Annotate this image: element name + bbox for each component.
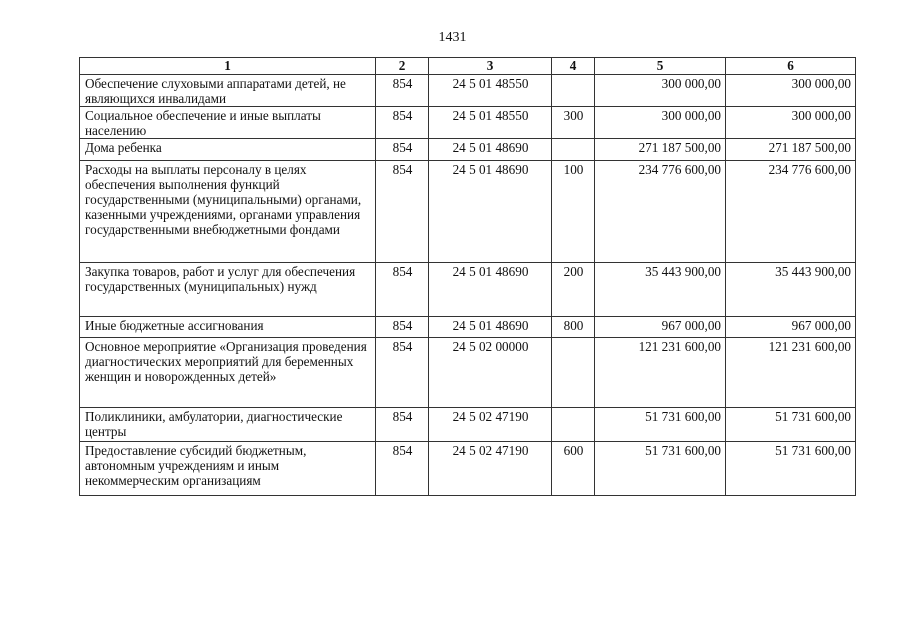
table-row xyxy=(80,107,856,139)
column-header: 4 xyxy=(552,58,595,75)
cell-col6: 271 187 500,00 xyxy=(726,139,856,161)
cell-col6: 967 000,00 xyxy=(726,317,856,338)
cell-col4 xyxy=(552,338,595,408)
cell-col3: 24 5 01 48690 xyxy=(429,317,552,338)
column-header: 1 xyxy=(80,58,376,75)
cell-col5: 300 000,00 xyxy=(595,75,726,107)
row-name-cell: Предоставление субсидий бюджетным, автономным учреждениям и иным некоммерческим организациям xyxy=(80,442,376,496)
column-header: 2 xyxy=(376,58,429,75)
table-row xyxy=(80,317,856,338)
table-row xyxy=(80,263,856,317)
table-row xyxy=(80,161,856,263)
cell-col6: 51 731 600,00 xyxy=(726,408,856,442)
cell-col4: 200 xyxy=(552,263,595,317)
table-row xyxy=(80,75,856,107)
row-name-cell: Закупка товаров, работ и услуг для обеспечения государственных (муниципальных) нужд xyxy=(80,263,376,317)
cell-col3: 24 5 01 48550 xyxy=(429,107,552,139)
table-row xyxy=(80,139,856,161)
table-header-row xyxy=(80,58,856,75)
cell-col4 xyxy=(552,75,595,107)
cell-col4: 600 xyxy=(552,442,595,496)
page-number: 1431 xyxy=(438,30,467,45)
cell-col3: 24 5 01 48550 xyxy=(429,75,552,107)
cell-col3: 24 5 01 48690 xyxy=(429,263,552,317)
cell-col5: 271 187 500,00 xyxy=(595,139,726,161)
table-row xyxy=(80,442,856,496)
cell-col6: 234 776 600,00 xyxy=(726,161,856,263)
cell-col2: 854 xyxy=(376,75,429,107)
row-name-cell: Иные бюджетные ассигнования xyxy=(80,317,376,338)
row-name-cell: Поликлиники, амбулатории, диагностические центры xyxy=(80,408,376,442)
row-name-cell: Социальное обеспечение и иные выплаты населению xyxy=(80,107,376,139)
cell-col5: 51 731 600,00 xyxy=(595,408,726,442)
cell-col2: 854 xyxy=(376,139,429,161)
cell-col3: 24 5 01 48690 xyxy=(429,139,552,161)
row-name-cell: Дома ребенка xyxy=(80,139,376,161)
row-name-cell: Обеспечение слуховыми аппаратами детей, не являющихся инвалидами xyxy=(80,75,376,107)
cell-col6: 35 443 900,00 xyxy=(726,263,856,317)
column-header: 5 xyxy=(595,58,726,75)
cell-col2: 854 xyxy=(376,338,429,408)
table-row xyxy=(80,338,856,408)
cell-col5: 51 731 600,00 xyxy=(595,442,726,496)
cell-col2: 854 xyxy=(376,107,429,139)
cell-col5: 121 231 600,00 xyxy=(595,338,726,408)
cell-col4 xyxy=(552,139,595,161)
cell-col2: 854 xyxy=(376,161,429,263)
budget-table xyxy=(79,57,856,496)
table-row xyxy=(80,408,856,442)
cell-col6: 51 731 600,00 xyxy=(726,442,856,496)
cell-col3: 24 5 02 47190 xyxy=(429,442,552,496)
cell-col3: 24 5 02 47190 xyxy=(429,408,552,442)
row-name-cell: Расходы на выплаты персоналу в целях обеспечения выполнения функций государственными (муниципальными) органами, казенными учреждениями, органами управления государственными внебюджетными фондами xyxy=(80,161,376,263)
cell-col5: 234 776 600,00 xyxy=(595,161,726,263)
cell-col3: 24 5 02 00000 xyxy=(429,338,552,408)
cell-col4: 800 xyxy=(552,317,595,338)
cell-col2: 854 xyxy=(376,442,429,496)
cell-col2: 854 xyxy=(376,408,429,442)
cell-col4: 300 xyxy=(552,107,595,139)
cell-col6: 121 231 600,00 xyxy=(726,338,856,408)
cell-col6: 300 000,00 xyxy=(726,107,856,139)
cell-col5: 967 000,00 xyxy=(595,317,726,338)
column-header: 6 xyxy=(726,58,856,75)
cell-col4: 100 xyxy=(552,161,595,263)
cell-col5: 300 000,00 xyxy=(595,107,726,139)
cell-col5: 35 443 900,00 xyxy=(595,263,726,317)
row-name-cell: Основное мероприятие «Организация проведения диагностических мероприятий для беременных женщин и новорожденных детей» xyxy=(80,338,376,408)
cell-col3: 24 5 01 48690 xyxy=(429,161,552,263)
column-header: 3 xyxy=(429,58,552,75)
cell-col2: 854 xyxy=(376,317,429,338)
cell-col2: 854 xyxy=(376,263,429,317)
cell-col4 xyxy=(552,408,595,442)
cell-col6: 300 000,00 xyxy=(726,75,856,107)
